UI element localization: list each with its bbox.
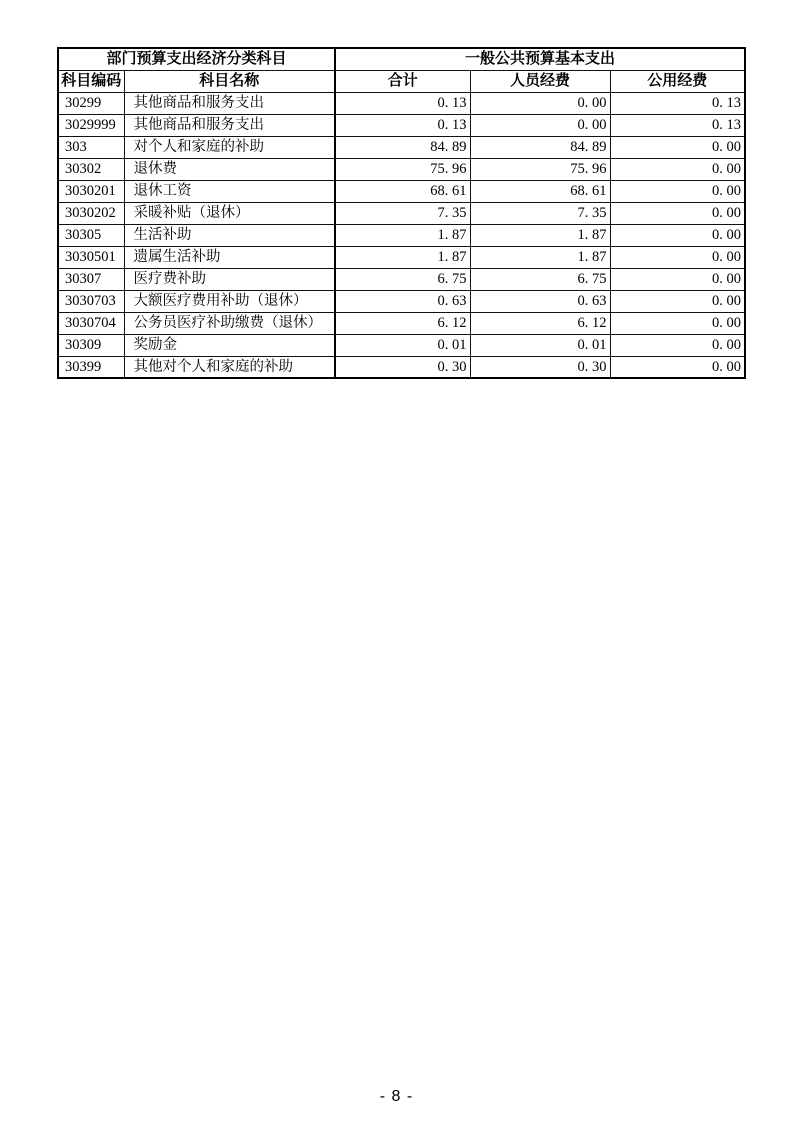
subject-name-cell: 退休工资 bbox=[124, 180, 335, 202]
subject-code-cell: 30309 bbox=[58, 334, 124, 356]
subject-name-cell: 采暖补贴（退休） bbox=[124, 202, 335, 224]
table-row bbox=[58, 290, 745, 312]
subject-code-cell: 3030703 bbox=[58, 290, 124, 312]
total-value-cell: 0. 13 bbox=[335, 92, 470, 114]
subject-code-cell: 3030201 bbox=[58, 180, 124, 202]
total-value-cell: 84. 89 bbox=[335, 136, 470, 158]
personnel-funds-value-cell: 84. 89 bbox=[470, 136, 610, 158]
table-header bbox=[58, 48, 745, 92]
column-header-subject-code: 科目编码 bbox=[58, 70, 124, 92]
table-row bbox=[58, 158, 745, 180]
total-value-cell: 1. 87 bbox=[335, 224, 470, 246]
personnel-funds-value-cell: 6. 75 bbox=[470, 268, 610, 290]
total-value-cell: 6. 75 bbox=[335, 268, 470, 290]
personnel-funds-value-cell: 0. 00 bbox=[470, 114, 610, 136]
table-body bbox=[58, 92, 745, 378]
table-row bbox=[58, 202, 745, 224]
budget-table bbox=[57, 47, 746, 379]
personnel-funds-value-cell: 0. 63 bbox=[470, 290, 610, 312]
public-funds-value-cell: 0. 13 bbox=[610, 92, 745, 114]
total-value-cell: 0. 01 bbox=[335, 334, 470, 356]
subject-code-cell: 3030202 bbox=[58, 202, 124, 224]
personnel-funds-value-cell: 1. 87 bbox=[470, 224, 610, 246]
public-funds-value-cell: 0. 00 bbox=[610, 158, 745, 180]
table-row bbox=[58, 114, 745, 136]
table-row bbox=[58, 180, 745, 202]
table-row bbox=[58, 334, 745, 356]
total-value-cell: 0. 13 bbox=[335, 114, 470, 136]
personnel-funds-value-cell: 6. 12 bbox=[470, 312, 610, 334]
page-number: - 8 - bbox=[379, 1088, 414, 1105]
total-value-cell: 0. 30 bbox=[335, 356, 470, 378]
personnel-funds-value-cell: 0. 00 bbox=[470, 92, 610, 114]
total-value-cell: 6. 12 bbox=[335, 312, 470, 334]
table-row bbox=[58, 136, 745, 158]
public-funds-value-cell: 0. 00 bbox=[610, 180, 745, 202]
public-funds-value-cell: 0. 00 bbox=[610, 290, 745, 312]
personnel-funds-value-cell: 0. 30 bbox=[470, 356, 610, 378]
personnel-funds-value-cell: 68. 61 bbox=[470, 180, 610, 202]
total-value-cell: 0. 63 bbox=[335, 290, 470, 312]
subject-code-cell: 303 bbox=[58, 136, 124, 158]
subject-code-cell: 3030704 bbox=[58, 312, 124, 334]
total-value-cell: 68. 61 bbox=[335, 180, 470, 202]
table-row bbox=[58, 224, 745, 246]
table-row bbox=[58, 356, 745, 378]
subject-code-cell: 30305 bbox=[58, 224, 124, 246]
personnel-funds-value-cell: 0. 01 bbox=[470, 334, 610, 356]
subject-code-cell: 3030501 bbox=[58, 246, 124, 268]
subject-name-cell: 生活补助 bbox=[124, 224, 335, 246]
subject-name-cell: 奖励金 bbox=[124, 334, 335, 356]
subject-code-cell: 30399 bbox=[58, 356, 124, 378]
subject-name-cell: 医疗费补助 bbox=[124, 268, 335, 290]
subject-name-cell: 其他对个人和家庭的补助 bbox=[124, 356, 335, 378]
subject-name-cell: 其他商品和服务支出 bbox=[124, 114, 335, 136]
personnel-funds-value-cell: 75. 96 bbox=[470, 158, 610, 180]
subject-code-cell: 30302 bbox=[58, 158, 124, 180]
public-funds-value-cell: 0. 00 bbox=[610, 136, 745, 158]
subject-name-cell: 退休费 bbox=[124, 158, 335, 180]
subject-code-cell: 3029999 bbox=[58, 114, 124, 136]
group-header-classification: 部门预算支出经济分类科目 bbox=[58, 48, 335, 70]
public-funds-value-cell: 0. 00 bbox=[610, 224, 745, 246]
public-funds-value-cell: 0. 00 bbox=[610, 202, 745, 224]
column-header-personnel-funds: 人员经费 bbox=[470, 70, 610, 92]
total-value-cell: 7. 35 bbox=[335, 202, 470, 224]
subject-name-cell: 遗属生活补助 bbox=[124, 246, 335, 268]
subject-code-cell: 30299 bbox=[58, 92, 124, 114]
public-funds-value-cell: 0. 00 bbox=[610, 356, 745, 378]
subject-code-cell: 30307 bbox=[58, 268, 124, 290]
table-row bbox=[58, 312, 745, 334]
public-funds-value-cell: 0. 00 bbox=[610, 246, 745, 268]
public-funds-value-cell: 0. 00 bbox=[610, 268, 745, 290]
table-row bbox=[58, 92, 745, 114]
public-funds-value-cell: 0. 00 bbox=[610, 334, 745, 356]
personnel-funds-value-cell: 7. 35 bbox=[470, 202, 610, 224]
total-value-cell: 1. 87 bbox=[335, 246, 470, 268]
personnel-funds-value-cell: 1. 87 bbox=[470, 246, 610, 268]
column-header-public-funds: 公用经费 bbox=[610, 70, 745, 92]
table-column-header-row bbox=[58, 70, 745, 92]
subject-name-cell: 其他商品和服务支出 bbox=[124, 92, 335, 114]
subject-name-cell: 对个人和家庭的补助 bbox=[124, 136, 335, 158]
subject-name-cell: 公务员医疗补助缴费（退休） bbox=[124, 312, 335, 334]
table-row bbox=[58, 268, 745, 290]
table-row bbox=[58, 246, 745, 268]
public-funds-value-cell: 0. 13 bbox=[610, 114, 745, 136]
total-value-cell: 75. 96 bbox=[335, 158, 470, 180]
group-header-basic-expenditure: 一般公共预算基本支出 bbox=[335, 48, 745, 70]
column-header-subject-name: 科目名称 bbox=[124, 70, 335, 92]
public-funds-value-cell: 0. 00 bbox=[610, 312, 745, 334]
table-group-header-row bbox=[58, 48, 745, 70]
column-header-total: 合计 bbox=[335, 70, 470, 92]
subject-name-cell: 大额医疗费用补助（退休） bbox=[124, 290, 335, 312]
